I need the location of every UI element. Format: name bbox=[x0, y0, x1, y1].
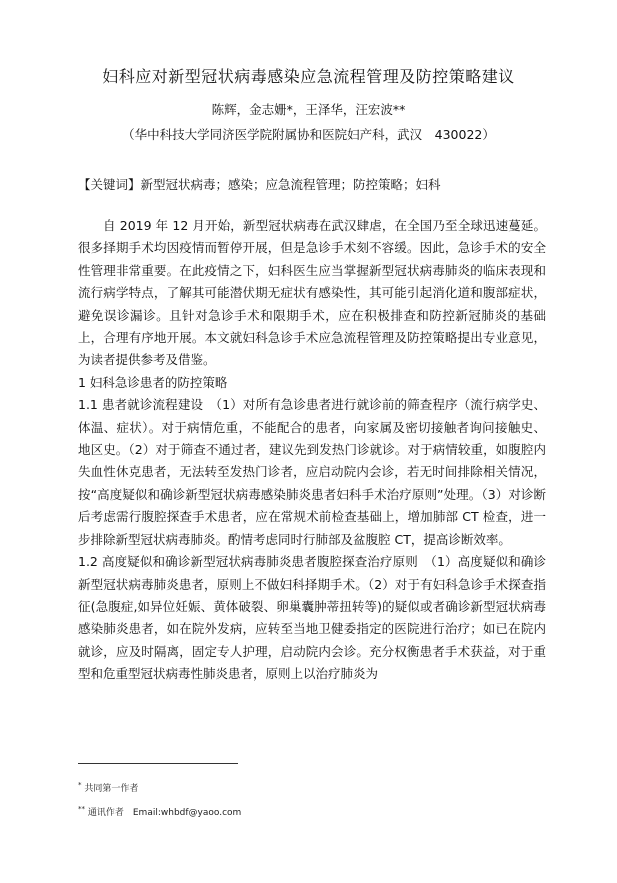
footnote-mark: ** bbox=[78, 805, 85, 813]
keywords-label: 【关键词】 bbox=[78, 177, 141, 192]
footnote-text: 通讯作者 Email:whbdf@yaoo.com bbox=[87, 808, 242, 818]
footnote-rule bbox=[78, 763, 238, 764]
subsection-1-1-paragraph: 1.1 患者就诊流程建设 （1）对所有急诊患者进行就诊前的筛查程序（流行病学史、体温、症状）。对于病情危重，不能配合的患者，向家属及密切接触者询问接触史、地区史。（2）对于筛查不通过者，建议先到发热门诊就诊。对于病情较重，如腹腔内失血性休克患者，无法转至发热门诊者，应启动院内会诊，若无时间排除相关情况，按“高度疑似和确诊新型冠状病毒感染肺炎患者妇科手术治疗原则”处理。（3）对诊断后考虑需行腹腔探查手术患者，应在常规术前检查基础上，增加肺部 CT 检查，进一步排除新型冠状病毒肺炎。酌情考虑同时行肺部及盆腹腔 CT，提高诊断效率。 bbox=[78, 397, 546, 547]
footnote-corresponding-author bbox=[78, 799, 548, 823]
footnote-mark: * bbox=[78, 781, 82, 789]
affiliation: （华中科技大学同济医学院附属协和医院妇产科，武汉 430022） bbox=[122, 127, 495, 142]
footnotes bbox=[78, 775, 548, 823]
keywords-text: 新型冠状病毒；感染；应急流程管理；防控策略；妇科 bbox=[140, 177, 441, 192]
subsection-1-2-paragraph: 1.2 高度疑似和确诊新型冠状病毒肺炎患者腹腔探查治疗原则 （1）高度疑似和确诊新型冠状病毒肺炎患者，原则上不做妇科择期手术。（2）对于有妇科急诊手术探查指征(急腹症,如异位妊娠、黄体破裂、卵巢囊肿蒂扭转等)的疑似或者确诊新型冠状病毒感染肺炎患者，如在院外发病，应转至当地卫健委指定的医院进行治疗；如已在院内就诊，应及时隔离，固定专人护理，启动院内会诊。充分权衡患者手术获益，对于重型和危重型冠状病毒性肺炎患者，原则上以治疗肺炎为 bbox=[78, 554, 546, 682]
author-list: 陈辉，金志姗*，王泽华，汪宏波** bbox=[211, 102, 406, 117]
intro-paragraph: 自 2019 年 12 月开始，新型冠状病毒在武汉肆虐，在全国乃至全球迅速蔓延。很多择期手术均因疫情而暂停开展，但是急诊手术刻不容缓。因此，急诊手术的安全性管理非常重要。在此疫情之下，妇科医生应当掌握新型冠状病毒肺炎的临床表现和流行病学特点，了解其可能潜伏期无症状有感染性，其可能引起消化道和腹部症状，避免误诊漏诊。且针对急诊手术和限期手术，应在积极排查和防控新冠肺炎的基础上，合理有序地开展。本文就妇科急诊手术应急流程管理及防控策略提出专业意见，为读者提供参考及借鉴。 bbox=[78, 218, 546, 368]
footnote-text: 共同第一作者 bbox=[84, 784, 139, 794]
section-heading: 1 妇科急诊患者的防控策略 bbox=[78, 374, 228, 390]
keywords-line bbox=[78, 175, 548, 193]
paper-body bbox=[78, 215, 546, 686]
paper-title: 妇科应对新型冠状病毒感染应急流程管理及防控策略建议 bbox=[102, 67, 515, 86]
footnote-co-first-author bbox=[78, 775, 548, 799]
